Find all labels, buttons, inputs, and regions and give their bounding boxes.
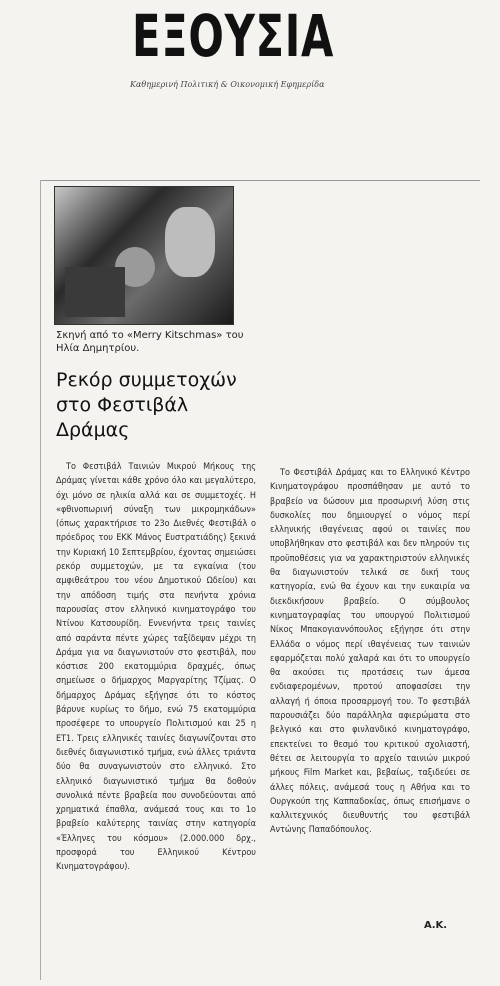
article-headline: Ρεκόρ συμμετοχών στο Φεστιβάλ Δράμας (56, 369, 237, 441)
clipping-border-left (40, 180, 41, 980)
column-1-text: Το Φεστιβάλ Ταινιών Μικρού Μήκους της Δράμας γίνεται κάθε χρόνο όλο και μεγαλύτερο, όχι μόνο σε ηλικία αλλά και σε συμμετοχές. Η «φθινοπωρινή σύναξη των μικρομηκάδων» (όπως χαρακτήρισε το 23ο Διεθνές Φεστιβάλ ο πρόεδρος του ΕΚΚ Μάνος Ευστρατιάδης) ξεκινά την Κυριακή 10 Σεπτεμβρίου, έχοντας σημειώσει ρεκόρ συμμετοχών, με τα εγκαίνια (του αμφιθεάτρου του νέου Δημοτικού Ωδείου) και την απόδοση τιμής στα πενήντα χρόνια παρουσίας στον ελληνικό κινηματογράφο του Ντίνου Κατσουρίδη. Εννενήντα τρεις ταινίες από σαράντα πέντε χώρες ταξίδεψαν μέχρι τη Δράμα για να διαγωνιστούν στο φεστιβάλ, που κόστισε 200 εκατομμύρια δραχμές, όπως σημείωσε ο δήμαρχος Μαργαρίτης Τζίμας. Ο δήμαρχος Δράμας εξήγησε ότι το κόστος βάρυνε κυρίως το δήμο, ενώ 75 εκατομμύρια προσέφερε το υπουργείο Πολιτισμού και 25 η ΕΤ1. Τρεις ελληνικές ταινίες διαγωνίζονται στο διεθνές διαγωνιστικό τμήμα, ενώ άλλες τριάντα δύο θα συναγωνιστούν στο ελληνικό. Στο ελληνικό διαγωνιστικό τμήμα θα δοθούν συνολικά πέντε βραβεία που συνοδεύονται από χρηματικά έπαθλα, ανάμεσά τους και το 1ο βραβείο καλύτερης ταινίας στην κατηγορία «Έλληνες του κόσμου» (2.000.000 δρχ., προσφορά του Ελληνικού Κέντρου Κινηματογράφου). (56, 462, 256, 873)
newspaper-tagline: Καθημερινή Πολιτική & Οικονομική Εφημερίδα (130, 80, 325, 89)
author-signature: Α.Κ. (424, 920, 448, 931)
photo-shape (165, 207, 215, 277)
column-2-text: Το Φεστιβάλ Δράμας και το Ελληνικό Κέντρο Κινηματογράφου προσπάθησαν με αυτό το βραβείο να δώσουν μια προσωρινή λύση στις δυσκολίες που δημιουργεί ο νόμος περί ελληνικής ιθαγένειας αφού οι ταινίες που υποβλήθηκαν στο φεστιβάλ και δεν πληρούν τις προϋποθέσεις για να χαρακτηριστούν ελληνικές θα διαγωνιστούν τελικά σε δική τους κατηγορία, ενώ θα έχουν και την ευκαιρία να διεκδικήσουν βραβείο. Ο σύμβουλος κινηματογραφίας του υπουργού Πολιτισμού Νίκος Μπακογιαννόπουλος εξήγησε ότι στην Ελλάδα ο νόμος περί ιθαγένειας των ταινιών εφαρμόζεται πολύ χαλαρά και ότι το υπουργείο θα ακούσει τις προτάσεις των άμεσα ενδιαφερομένων, προτού αποφασίσει την αλλαγή ή όποια προσαρμογή του. Το φεστιβάλ παρουσιάζει δύο παράλληλα αφιερώματα στο βελγικό και στο φινλανδικό κινηματογράφο, επεκτείνει το θεσμό του κριτικού σχολιαστή, θέτει σε λειτουργία το αρχείο ταινιών μικρού μήκους Film Market και, βεβαίως, ταξιδεύει σε άλλες πόλεις, ανάμεσά τους η Αθήνα και το Ουργκούπ της Καππαδοκίας, όπως επισήμανε ο καλλιτεχνικός διευθυντής του φεστιβάλ Αντώνης Παπαδόπουλος. (270, 468, 470, 836)
photo-caption: Σκηνή από το «Merry Kitschmas» του Ηλία Δημητρίου. (56, 330, 244, 354)
film-still-photo (54, 186, 234, 325)
newspaper-masthead: ΕΞΟΥΣΙΑ (132, 2, 335, 70)
article-column-2 (270, 466, 470, 838)
clipping-border-top (40, 180, 480, 181)
photo-shape (65, 267, 125, 317)
article-column-1 (56, 460, 256, 875)
